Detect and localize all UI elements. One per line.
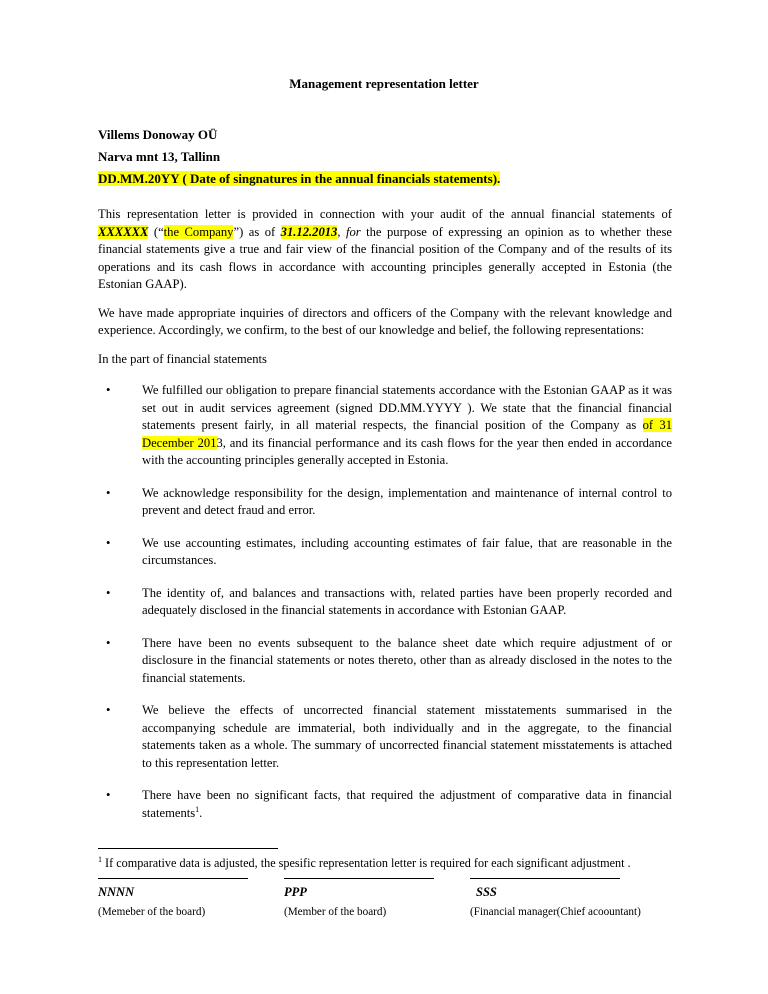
inquiries-paragraph: We have made appropriate inquiries of directors and officers of the Company with the relevant knowledge and experience. Accordingly, we confirm, to the best of our knowledge and belief, the following representations: bbox=[98, 305, 672, 337]
date-line: DD.MM.20YY ( Date of singnatures in the annual financials statements). bbox=[98, 171, 501, 186]
signatory-name: NNNN bbox=[98, 885, 135, 899]
bullet-icon: • bbox=[106, 383, 111, 397]
signature-line bbox=[98, 878, 248, 879]
highlighted-date: of 31 December 201 bbox=[142, 418, 673, 450]
signatory-role: (Member of the board) bbox=[284, 906, 387, 918]
signature-block-2 bbox=[284, 878, 434, 918]
letter-title: Management representation letter bbox=[289, 76, 479, 91]
addressee-block bbox=[98, 124, 500, 190]
signatory-name: PPP bbox=[284, 885, 307, 899]
list-item: • The identity of, and balances and transactions with, related parties have been properly recorded and adequately disclosed in the financial statements in accordance with Estonian GAAP. bbox=[106, 585, 672, 617]
company-address: Narva mnt 13, Tallinn bbox=[98, 149, 221, 164]
signature-block-3 bbox=[470, 878, 641, 918]
signatory-name: SSS bbox=[476, 885, 497, 899]
signature-line bbox=[470, 878, 620, 879]
bullet-icon: • bbox=[106, 703, 111, 717]
bullet-icon: • bbox=[106, 635, 111, 650]
section-heading: In the part of financial statements bbox=[98, 351, 267, 366]
signature-block-1 bbox=[98, 878, 248, 918]
signatory-role: (Financial manager(Chief acoountant) bbox=[470, 906, 641, 918]
company-name: Villems Donoway OÜ bbox=[98, 127, 218, 142]
list-item: • We fulfilled our obligation to prepare financial statements accordance with the Estonian GAAP as it was set out in audit services agreement (signed DD.MM.YYYY ). We state that the financial financial statements present fairly, in all material respects, the financial position of the Company as of 31 December 2013, and its financial performance and its cash flows for the year then ended in accordance with the accounting principles generally accepted in Estonia. bbox=[106, 383, 673, 467]
signatory-role: (Memeber of the board) bbox=[98, 906, 206, 918]
bullet-icon: • bbox=[106, 485, 111, 500]
footnote: $^1$ If comparative data is adjusted, the spesific representation letter is required for each significant adjustment . bbox=[98, 854, 631, 870]
company-placeholder: XXXXXX bbox=[98, 224, 149, 239]
bullet-icon: • bbox=[106, 788, 111, 802]
list-item: • There have been no significant facts, that required the adjustment of comparative data in financial statements$^1$. bbox=[106, 788, 672, 820]
bullet-icon: • bbox=[106, 585, 111, 600]
list-item: • We use accounting estimates, including accounting estimates of fair falue, that are reasonable in the circumstances. bbox=[106, 535, 672, 567]
bullet-icon: • bbox=[106, 535, 111, 550]
company-quote: the Company bbox=[163, 224, 234, 239]
balance-date: 31.12.2013 bbox=[280, 224, 338, 239]
list-item: • We acknowledge responsibility for the design, implementation and maintenance of internal control to prevent and detect fraud and error. bbox=[106, 485, 672, 517]
signature-line bbox=[284, 878, 434, 879]
list-item: • We believe the effects of uncorrected financial statement misstatements summarised in the accompanying schedule are immaterial, both individually and in the aggregate, to the financial statements taken as a whole. The summary of uncorrected financial statement misstatements is attached to this representation letter. bbox=[106, 703, 672, 770]
intro-paragraph: This representation letter is provided in connection with your audit of the annual financial statements of XXXXXX (“the Company”) as of 31.12.2013, for the purpose of expressing an opinion as to whether these financial statements give a true and fair view of the financial position of the Company and of the results of its operations and its cash flows in accordance with accounting principles generally accepted in Estonia (the Estonian GAAP). bbox=[98, 207, 673, 291]
letter-body bbox=[98, 206, 672, 837]
footnote-ref: 1 bbox=[195, 804, 200, 814]
list-item: • There have been no events subsequent to the balance sheet date which require adjustment of or disclosure in the financial statements or notes thereto, other than as already disclosed in the notes to the financial statements. bbox=[106, 635, 672, 685]
footnote-separator bbox=[98, 848, 278, 849]
representations-list bbox=[98, 382, 672, 822]
